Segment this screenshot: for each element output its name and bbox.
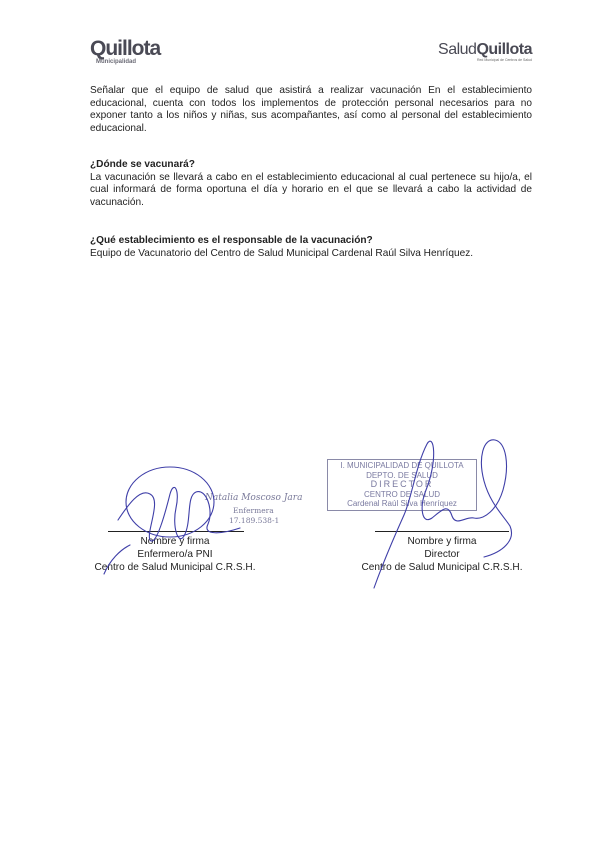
stamp-line-2: DEPTO. DE SALUD bbox=[366, 470, 438, 480]
stamp-line-3: DIRECTOR bbox=[370, 479, 434, 489]
right-signature-caption bbox=[337, 536, 547, 574]
intro-paragraph: Señalar que el equipo de salud que asistirá a realizar vacunación En el establecimiento educacional, cuenta con todos los implementos de protección personal necesarios para no exponer tanto a los niños y niñas, sus acompañantes, así como al personal del establecimiento educacional. bbox=[90, 85, 532, 134]
right-name-and-signature: Nombre y firma bbox=[407, 536, 477, 547]
nurse-stamp-id: 17.189.538-1 bbox=[229, 516, 280, 525]
answer-where: La vacunación se llevará a cabo en el establecimiento educacional al cual pertenece su hijo/a, el cual informará de forma oportuna el día y horario en el que se llevará a cabo la actividad de vacunación. bbox=[90, 171, 532, 208]
answer-responsible: Equipo de Vacunatorio del Centro de Salud Municipal Cardenal Raúl Silva Henríquez. bbox=[90, 247, 474, 259]
logo-right-sub: Red Municipal de Centros de Salud bbox=[476, 58, 532, 62]
nurse-stamp-name: Natalia Moscoso Jara bbox=[205, 493, 303, 503]
stamp-line-4: CENTRO DE SALUD bbox=[363, 489, 440, 499]
salud-quillota-logo bbox=[438, 42, 532, 62]
left-role: Enfermero/a PNI bbox=[137, 548, 213, 560]
left-signature-caption bbox=[70, 536, 280, 574]
stamp-line-5: Cardenal Raúl Silva Henríquez bbox=[347, 499, 457, 508]
logo-left-sub: Municipalidad bbox=[96, 59, 137, 65]
section-responsible bbox=[90, 235, 532, 260]
stamp-line-1: I. MUNICIPALIDAD DE QUILLOTA bbox=[340, 461, 464, 470]
left-signature-line bbox=[108, 531, 244, 532]
question-where: ¿Dónde se vacunará? bbox=[90, 159, 195, 170]
logo-right-name bbox=[438, 42, 532, 58]
question-responsible: ¿Qué establecimiento es el responsable de la vacunación? bbox=[90, 235, 373, 246]
right-institution: Centro de Salud Municipal C.R.S.H. bbox=[361, 561, 523, 573]
right-role: Director bbox=[424, 548, 460, 560]
logo-right-name-light: Salud bbox=[438, 41, 477, 58]
left-name-and-signature: Nombre y firma bbox=[140, 536, 210, 547]
section-where bbox=[90, 159, 532, 209]
nurse-stamp-role: Enfermera bbox=[233, 506, 274, 515]
logo-right-name-bold: Quillota bbox=[476, 41, 532, 58]
left-institution: Centro de Salud Municipal C.R.S.H. bbox=[94, 561, 256, 573]
logo-left-name: Quillota bbox=[90, 37, 161, 60]
quillota-municipal-logo bbox=[90, 38, 160, 65]
institution-stamp bbox=[327, 459, 477, 511]
right-signature-line bbox=[375, 531, 509, 532]
